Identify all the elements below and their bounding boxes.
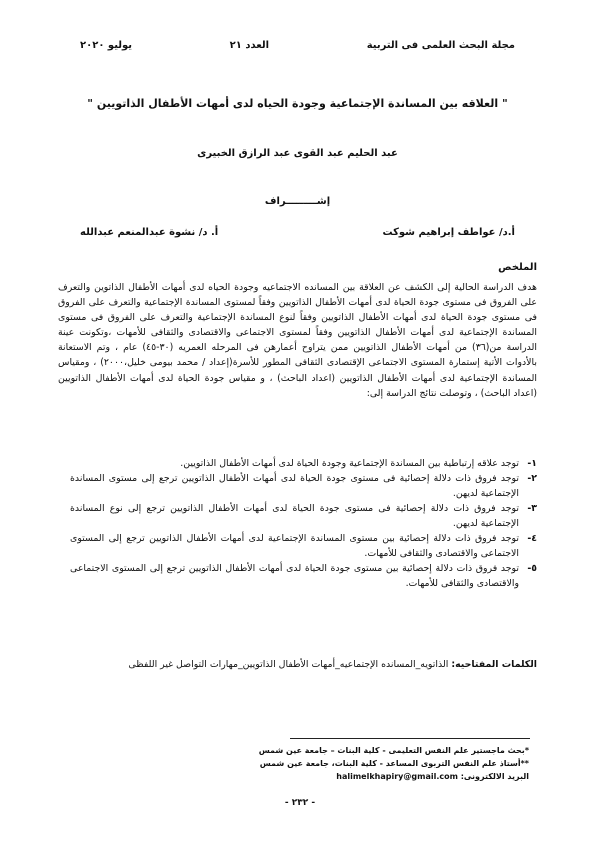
email-label: البريد الالكترونى: — [460, 772, 529, 781]
result-text: توجد فروق ذات دلالة إحصائية بين مستوى جودة الحياة لدى أمهات الأطفال الذاتويين ترجع إلى المستوى الاجتماعى والاقتصادى والثقافى للأمهات. — [70, 563, 519, 589]
footnote-supervisor: **أستاذ علم النفس التربوى المساعد - كلية البنات، جامعة عين شمس — [259, 759, 529, 768]
result-number: ٥- — [527, 563, 537, 574]
email-address[interactable]: halimelkhapiry@gmail.com — [336, 772, 458, 781]
footnote-author: *بحث ماجستير علم النفس التعليمى - كلية البنات – جامعة عين شمس — [258, 746, 529, 755]
result-item — [70, 471, 537, 501]
footnote-divider — [290, 738, 530, 739]
page-number: - ٢٣٢ - — [284, 798, 316, 808]
result-number: ٤- — [527, 533, 537, 544]
supervisor-second: أ. د/ نشوة عبدالمنعم عبدالله — [80, 227, 219, 238]
result-item — [70, 561, 537, 591]
supervisors — [80, 227, 515, 238]
result-number: ١- — [527, 458, 537, 469]
result-text: توجد فروق ذات دلالة إحصائية فى مستوى جودة الحياة لدى أمهات الأطفال الذاتويين ترجع إلى مستوى المساندة الإجتماعية لديهن. — [70, 473, 519, 499]
result-item — [70, 456, 537, 471]
supervision-heading: إشـــــــــراف — [264, 196, 331, 207]
result-item — [70, 501, 537, 531]
result-number: ٣- — [527, 503, 537, 514]
result-text: توجد فروق ذات دلالة إحصائية بين مستوى المساندة الإجتماعية لدى أمهات الأطفال الذاتويين ترجع إلى المستوى الاجتماعى والاقتصادى والثقافى للأمهات. — [70, 533, 519, 559]
keywords — [58, 657, 537, 673]
keywords-text: الذاتويه_المسانده الإجتماعيه_أمهات الأطفال الذاتويين_مهارات التواصل غير اللفظى — [128, 659, 449, 670]
result-text: توجد علاقه إرتباطية بين المساندة الإجتماعية وجودة الحياة لدى أمهات الأطفال الذاتويين. — [180, 458, 519, 469]
issue-number: العدد ٢١ — [229, 39, 270, 51]
result-item — [70, 531, 537, 561]
results-list — [70, 456, 537, 591]
supervisor-first: أ.د/ عواطف إبراهيم شوكت — [382, 227, 515, 238]
author-name: عبد الحليم عبد القوى عبد الرازق الخبيرى — [197, 148, 398, 159]
running-header — [80, 36, 515, 54]
result-text: توجد فروق ذات دلالة إحصائية فى مستوى جودة الحياة لدى أمهات الأطفال الذاتويين ترجع إلى نوع المساندة الإجتماعية لديهن. — [70, 503, 519, 529]
abstract-heading: الملخص — [498, 262, 537, 273]
footnote-email-line — [300, 770, 529, 783]
keywords-label: الكلمات المفتاحيه: — [451, 659, 537, 670]
paper-title: " العلاقه بين المساندة الإجتماعية وجودة الحياه لدى أمهات الأطفال الذاتويين " — [87, 97, 508, 110]
abstract-body: هدف الدراسة الحالية إلى الكشف عن العلاقة بين المسانده الاجتماعيه وجودة الحياه لدى أمهات الأطفال الذاتوين والتعرف على الفروق فى مستوى جودة الحياة لدى أمهات الأطفال الذاتويين وفقاً لمستوى المساندة الإجتماعية والتعرف على الفروق فى مستوى جودة الحياة لدى أمهات الأطفال الذاتويين وفقاً لنوع المساندة الإجتماعية والتعرف على الفروق فى مستوى المساندة الإجتماعية لدى أمهات الأطفال الذاتويين وفقاً لمستوى الاجتماعى والاقتصادى والثقافى للأمهات ،وتكونت عينة الدراسة من(٣٦) من أمهات الأطفال الذاتويين ممن يتراوح أعمارهن فى المرحله العمريه (٣٠-٤٥) عام ، وتم الاستعانة بالأدوات الأتية إستمارة المستوى الاجتماعى الإقتصادى الثقافى المطور للأسرة(إعداد / محمد بيومى خليل،٢٠٠٠) ، ومقياس المساندة الإجتماعية لدى أمهات الأطفال الذاتويين (اعداد الباحث) ، و مقياس جودة الحياة لدى أمهات الأطفال الذاتويين (اعداد الباحث) ، وتوصلت نتائج الدراسة إلى: — [58, 282, 537, 399]
journal-name: مجلة البحث العلمى فى التربية — [366, 39, 515, 51]
issue-date: يوليو ٢٠٢٠ — [80, 39, 133, 51]
footnotes — [258, 744, 529, 783]
result-number: ٢- — [527, 473, 537, 484]
